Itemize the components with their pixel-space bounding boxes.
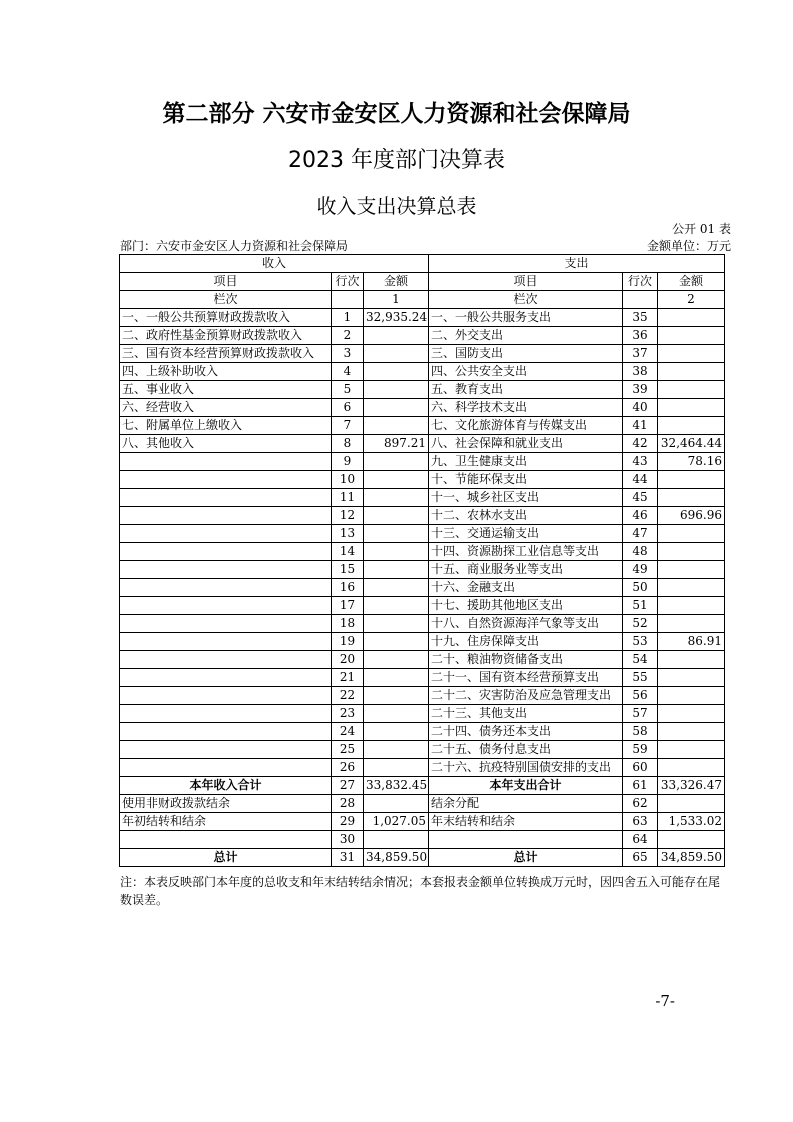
expense-item: 五、教育支出 [429, 381, 623, 399]
expense-row-no: 56 [623, 687, 658, 705]
expense-amount [658, 705, 725, 723]
income-amount [364, 363, 429, 381]
income-amount: 1,027.05 [364, 813, 429, 831]
department-label: 部门：六安市金安区人力资源和社会保障局 [120, 239, 349, 253]
expense-item: 结余分配 [429, 795, 623, 813]
expense-row-no: 44 [623, 471, 658, 489]
table-row [120, 561, 725, 579]
income-row-no: 3 [332, 345, 364, 363]
income-row-no: 4 [332, 363, 364, 381]
income-item: 六、经营收入 [120, 399, 332, 417]
expense-row-no: 52 [623, 615, 658, 633]
income-item: 三、国有资本经营预算财政拨款收入 [120, 345, 332, 363]
col-row-header: 行次 [332, 273, 364, 291]
lanci-num-2: 2 [658, 291, 725, 309]
income-amount [364, 831, 429, 849]
expense-item: 二十、粮油物资储备支出 [429, 651, 623, 669]
expense-amount [658, 723, 725, 741]
expense-amount [658, 327, 725, 345]
table-row [120, 363, 725, 381]
expense-amount [658, 651, 725, 669]
expense-amount [658, 543, 725, 561]
income-amount: 34,859.50 [364, 849, 429, 867]
income-item: 七、附属单位上缴收入 [120, 417, 332, 435]
expense-item: 二十六、抗疫特别国债安排的支出 [429, 759, 623, 777]
expense-item: 十、节能环保支出 [429, 471, 623, 489]
income-row-no: 1 [332, 309, 364, 327]
expense-item: 十六、金融支出 [429, 579, 623, 597]
expense-item: 四、公共安全支出 [429, 363, 623, 381]
income-row-no: 28 [332, 795, 364, 813]
income-header: 收入 [120, 255, 429, 273]
income-amount [364, 561, 429, 579]
expense-amount [658, 489, 725, 507]
table-row [120, 525, 725, 543]
expense-row-no: 60 [623, 759, 658, 777]
table-row [120, 723, 725, 741]
income-row-no: 16 [332, 579, 364, 597]
income-row-no: 27 [332, 777, 364, 795]
table-row [120, 759, 725, 777]
expense-item: 十九、住房保障支出 [429, 633, 623, 651]
income-amount: 897.21 [364, 435, 429, 453]
expense-item: 十五、商业服务业等支出 [429, 561, 623, 579]
table-row [120, 615, 725, 633]
expense-item: 一、一般公共服务支出 [429, 309, 623, 327]
expense-row-no: 46 [623, 507, 658, 525]
expense-amount [658, 615, 725, 633]
expense-amount [658, 687, 725, 705]
income-item [120, 597, 332, 615]
income-row-no: 9 [332, 453, 364, 471]
expense-item: 三、国防支出 [429, 345, 623, 363]
income-row-no: 24 [332, 723, 364, 741]
income-item [120, 561, 332, 579]
table-row [120, 345, 725, 363]
expense-item: 二十五、债务付息支出 [429, 741, 623, 759]
table-row [120, 453, 725, 471]
expense-item: 十七、援助其他地区支出 [429, 597, 623, 615]
expense-amount: 696.96 [658, 507, 725, 525]
income-row-no: 31 [332, 849, 364, 867]
expense-amount: 86.91 [658, 633, 725, 651]
expense-item: 十一、城乡社区支出 [429, 489, 623, 507]
income-item [120, 615, 332, 633]
lanci-blank-2 [623, 291, 658, 309]
table-row [120, 651, 725, 669]
table-row [120, 669, 725, 687]
expense-item: 九、卫生健康支出 [429, 453, 623, 471]
expense-row-no: 57 [623, 705, 658, 723]
expense-row-no: 61 [623, 777, 658, 795]
income-item [120, 633, 332, 651]
expense-row-no: 55 [623, 669, 658, 687]
expense-item: 二十一、国有资本经营预算支出 [429, 669, 623, 687]
expense-row-no: 58 [623, 723, 658, 741]
income-item [120, 471, 332, 489]
expense-row-no: 37 [623, 345, 658, 363]
income-item [120, 723, 332, 741]
col-row-header-2: 行次 [623, 273, 658, 291]
expense-row-no: 59 [623, 741, 658, 759]
expense-row-no: 39 [623, 381, 658, 399]
form-number: 公开 01 表 [672, 222, 731, 236]
expense-row-no: 41 [623, 417, 658, 435]
income-item: 五、事业收入 [120, 381, 332, 399]
expense-amount [658, 795, 725, 813]
income-item [120, 741, 332, 759]
expense-amount [658, 525, 725, 543]
income-row-no: 17 [332, 597, 364, 615]
expense-row-no: 36 [623, 327, 658, 345]
income-row-no: 5 [332, 381, 364, 399]
income-row-no: 7 [332, 417, 364, 435]
expense-item: 十八、自然资源海洋气象等支出 [429, 615, 623, 633]
income-amount [364, 345, 429, 363]
expense-row-no: 62 [623, 795, 658, 813]
income-amount [364, 327, 429, 345]
income-item: 本年收入合计 [120, 777, 332, 795]
income-amount: 32,935.24 [364, 309, 429, 327]
income-row-no: 6 [332, 399, 364, 417]
income-amount [364, 579, 429, 597]
lanci-label: 栏次 [120, 291, 332, 309]
income-amount [364, 597, 429, 615]
income-amount [364, 759, 429, 777]
income-amount [364, 471, 429, 489]
income-row-no: 10 [332, 471, 364, 489]
expense-amount [658, 561, 725, 579]
expense-row-no: 63 [623, 813, 658, 831]
table-row [120, 813, 725, 831]
income-row-no: 2 [332, 327, 364, 345]
income-amount [364, 669, 429, 687]
table-row [120, 543, 725, 561]
income-amount [364, 381, 429, 399]
table-row [120, 579, 725, 597]
table-row [120, 741, 725, 759]
table-row [120, 381, 725, 399]
income-amount [364, 417, 429, 435]
table-row [120, 633, 725, 651]
lanci-blank [332, 291, 364, 309]
expense-item: 二十四、债务还本支出 [429, 723, 623, 741]
expense-row-no: 51 [623, 597, 658, 615]
expense-amount [658, 309, 725, 327]
expense-row-no: 48 [623, 543, 658, 561]
document-subtitle: 2023 年度部门决算表 [288, 148, 505, 173]
table-row [120, 597, 725, 615]
expense-item: 十三、交通运输支出 [429, 525, 623, 543]
expense-row-no: 47 [623, 525, 658, 543]
col-item-header-2: 项目 [429, 273, 623, 291]
table-row [120, 687, 725, 705]
income-row-no: 23 [332, 705, 364, 723]
expense-header: 支出 [429, 255, 725, 273]
income-amount [364, 399, 429, 417]
expense-amount: 1,533.02 [658, 813, 725, 831]
income-amount [364, 525, 429, 543]
income-item [120, 543, 332, 561]
expense-amount [658, 669, 725, 687]
income-row-no: 29 [332, 813, 364, 831]
income-item [120, 705, 332, 723]
expense-item: 二十二、灾害防治及应急管理支出 [429, 687, 623, 705]
expense-item: 十四、资源勘探工业信息等支出 [429, 543, 623, 561]
income-item: 一、一般公共预算财政拨款收入 [120, 309, 332, 327]
income-item: 年初结转和结余 [120, 813, 332, 831]
income-amount [364, 723, 429, 741]
income-item [120, 687, 332, 705]
expense-row-no: 54 [623, 651, 658, 669]
expense-row-no: 35 [623, 309, 658, 327]
expense-item: 二十三、其他支出 [429, 705, 623, 723]
expense-amount: 78.16 [658, 453, 725, 471]
expense-item: 六、科学技术支出 [429, 399, 623, 417]
income-amount [364, 687, 429, 705]
expense-item: 二、外交支出 [429, 327, 623, 345]
income-amount [364, 633, 429, 651]
col-amount-header: 金额 [364, 273, 429, 291]
income-item [120, 525, 332, 543]
unit-label: 金额单位：万元 [646, 239, 731, 253]
section-header-row [120, 255, 725, 273]
income-row-no: 14 [332, 543, 364, 561]
expense-amount [658, 345, 725, 363]
expense-amount: 33,326.47 [658, 777, 725, 795]
expense-item: 八、社会保障和就业支出 [429, 435, 623, 453]
income-row-no: 21 [332, 669, 364, 687]
income-amount [364, 489, 429, 507]
income-amount [364, 543, 429, 561]
table-row [120, 831, 725, 849]
lanci-row [120, 291, 725, 309]
income-row-no: 20 [332, 651, 364, 669]
year-total-row [120, 777, 725, 795]
expense-amount [658, 417, 725, 435]
income-amount [364, 615, 429, 633]
expense-amount: 34,859.50 [658, 849, 725, 867]
income-item: 四、上级补助收入 [120, 363, 332, 381]
income-row-no: 22 [332, 687, 364, 705]
income-row-no: 19 [332, 633, 364, 651]
col-item-header: 项目 [120, 273, 332, 291]
footnote: 注：本表反映部门本年度的总收支和年末结转结余情况；本套报表金额单位转换成万元时，因四舍五入可能存在尾数误差。 [120, 875, 721, 907]
document-title: 第二部分 六安市金安区人力资源和社会保障局 [162, 101, 631, 127]
income-item [120, 489, 332, 507]
table-row [120, 705, 725, 723]
expense-item: 十二、农林水支出 [429, 507, 623, 525]
income-item [120, 831, 332, 849]
income-row-no: 8 [332, 435, 364, 453]
expense-row-no: 64 [623, 831, 658, 849]
expense-row-no: 49 [623, 561, 658, 579]
table-row [120, 327, 725, 345]
income-amount: 33,832.45 [364, 777, 429, 795]
expense-amount [658, 471, 725, 489]
table-row [120, 489, 725, 507]
income-item: 二、政府性基金预算财政拨款收入 [120, 327, 332, 345]
expense-item: 本年支出合计 [429, 777, 623, 795]
expense-item: 年末结转和结余 [429, 813, 623, 831]
expense-row-no: 53 [623, 633, 658, 651]
expense-item: 总计 [429, 849, 623, 867]
income-item: 总计 [120, 849, 332, 867]
income-row-no: 18 [332, 615, 364, 633]
income-amount [364, 651, 429, 669]
expense-row-no: 50 [623, 579, 658, 597]
column-header-row [120, 273, 725, 291]
income-item [120, 669, 332, 687]
table-row [120, 417, 725, 435]
income-item [120, 651, 332, 669]
expense-row-no: 45 [623, 489, 658, 507]
income-item: 使用非财政拨款结余 [120, 795, 332, 813]
income-row-no: 30 [332, 831, 364, 849]
table-title: 收入支出决算总表 [316, 194, 477, 218]
expense-item: 七、文化旅游体育与传媒支出 [429, 417, 623, 435]
expense-amount [658, 759, 725, 777]
expense-row-no: 65 [623, 849, 658, 867]
income-row-no: 15 [332, 561, 364, 579]
income-item [120, 507, 332, 525]
income-row-no: 26 [332, 759, 364, 777]
expense-amount [658, 363, 725, 381]
income-expense-table [119, 254, 725, 867]
income-item: 八、其他收入 [120, 435, 332, 453]
expense-amount [658, 741, 725, 759]
table-row [120, 471, 725, 489]
income-row-no: 13 [332, 525, 364, 543]
expense-row-no: 38 [623, 363, 658, 381]
income-amount [364, 741, 429, 759]
income-item [120, 579, 332, 597]
col-amount-header-2: 金额 [658, 273, 725, 291]
income-item [120, 453, 332, 471]
expense-amount [658, 579, 725, 597]
income-amount [364, 453, 429, 471]
table-row [120, 795, 725, 813]
income-amount [364, 507, 429, 525]
income-row-no: 12 [332, 507, 364, 525]
expense-row-no: 40 [623, 399, 658, 417]
expense-item [429, 831, 623, 849]
lanci-label-2: 栏次 [429, 291, 623, 309]
expense-amount [658, 399, 725, 417]
table-row [120, 435, 725, 453]
income-row-no: 11 [332, 489, 364, 507]
income-row-no: 25 [332, 741, 364, 759]
income-amount [364, 705, 429, 723]
page-number: -7- [655, 992, 675, 1010]
lanci-num-1: 1 [364, 291, 429, 309]
expense-row-no: 42 [623, 435, 658, 453]
expense-amount [658, 597, 725, 615]
income-item [120, 759, 332, 777]
table-row [120, 309, 725, 327]
grand-total-row [120, 849, 725, 867]
income-amount [364, 795, 429, 813]
expense-amount [658, 381, 725, 399]
table-row [120, 399, 725, 417]
table-row [120, 507, 725, 525]
expense-amount [658, 831, 725, 849]
expense-row-no: 43 [623, 453, 658, 471]
expense-amount: 32,464.44 [658, 435, 725, 453]
